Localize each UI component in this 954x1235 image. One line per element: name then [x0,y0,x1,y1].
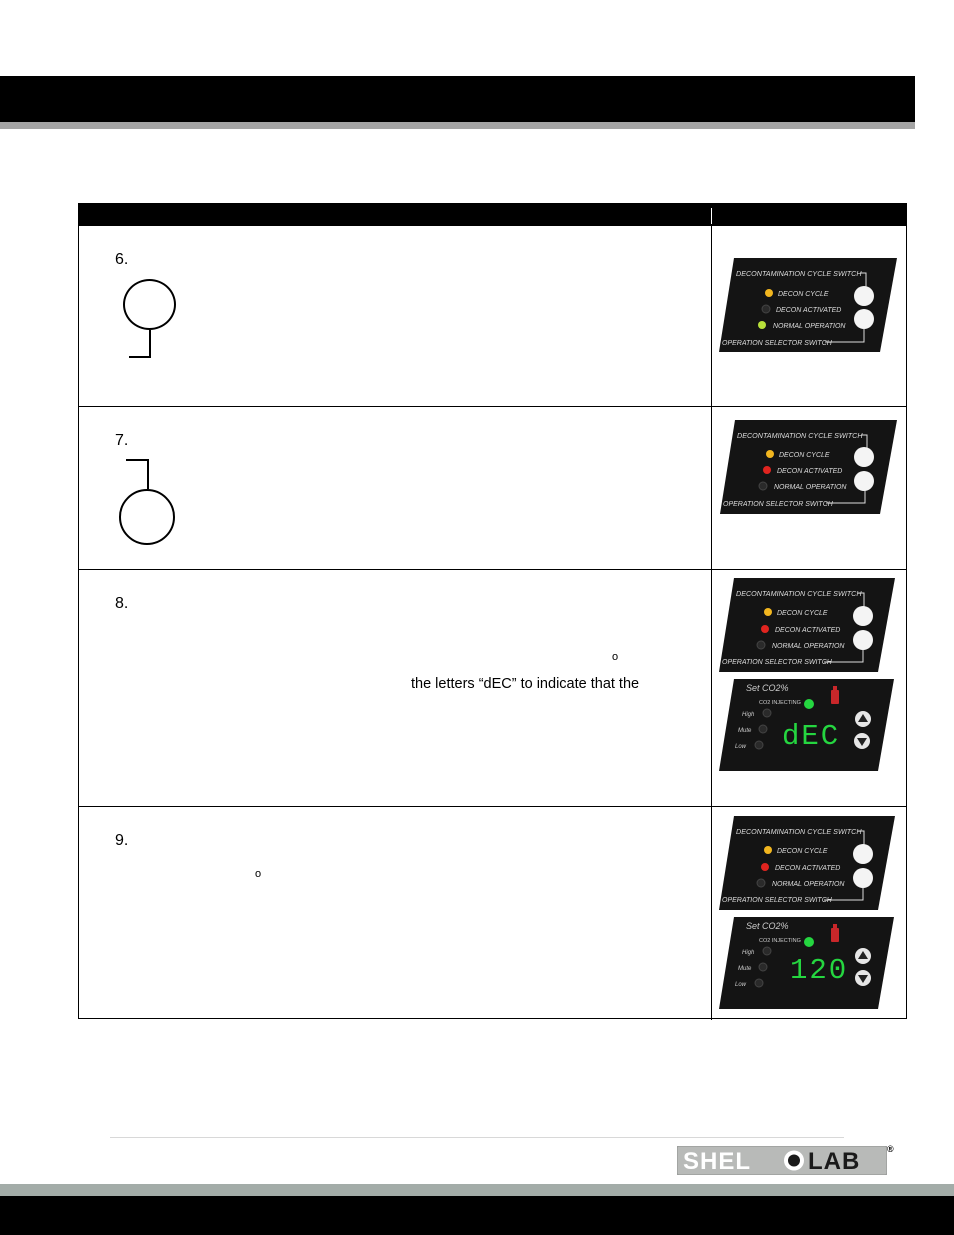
led-decon-cycle [765,289,773,297]
led-decon-cycle [764,846,772,854]
step-text: the letters “dEC” to indicate that the [411,676,640,692]
co2-injecting-led [804,699,814,709]
led-label: DECON CYCLE [779,452,830,459]
operation-selector-button[interactable] [854,471,874,491]
co2-injecting-label: CO2 INJECTING [759,700,801,706]
decon-control-panel [718,257,898,353]
led-label: DECON CYCLE [778,291,829,298]
header-divider [711,208,712,224]
leader-line [126,459,149,461]
led-normal-operation [759,482,767,490]
degree-symbol: o [612,651,619,663]
alarm-led-high [763,709,771,717]
leader-line [129,356,151,358]
alarm-label: Mute [738,728,752,734]
knob-diagram-icon [123,279,176,330]
footer-bar [0,1196,954,1235]
decon-cycle-button[interactable] [853,606,873,626]
alarm-led-low [755,979,763,987]
row-divider [79,806,906,807]
leader-line [149,330,151,358]
display-title: Set CO2% [746,921,789,931]
step-number: 6. [115,251,129,268]
selector-label: OPERATION SELECTOR SWITCH [722,659,832,666]
column-divider [711,226,712,1020]
header-bar [0,76,915,122]
co2-display-panel [718,678,896,772]
led-label: NORMAL OPERATION [772,643,845,650]
operation-selector-button[interactable] [854,309,874,329]
co2-injecting-label: CO2 INJECTING [759,938,801,944]
led-label: DECON CYCLE [777,848,828,855]
led-decon-activated [761,863,769,871]
led-label: DECON ACTIVATED [775,865,841,872]
co2-display-panel [718,916,896,1010]
operation-selector-button[interactable] [853,630,873,650]
panel-title: DECONTAMINATION CYCLE SWITCH [737,431,863,440]
led-label: NORMAL OPERATION [773,323,846,330]
led-decon-cycle [766,450,774,458]
leader-line [147,459,149,489]
decon-cycle-button[interactable] [854,286,874,306]
led-decon-activated [763,466,771,474]
led-decon-activated [762,305,770,313]
alarm-led-high [763,947,771,955]
selector-label: OPERATION SELECTOR SWITCH [723,501,833,508]
selector-label: OPERATION SELECTOR SWITCH [722,340,832,347]
gas-cylinder-icon [831,928,839,942]
logo-text-left: SHEL [683,1148,752,1175]
panel-title: DECONTAMINATION CYCLE SWITCH [736,827,862,836]
alarm-label: Mute [738,966,752,972]
decon-cycle-button[interactable] [854,447,874,467]
led-normal-operation [757,879,765,887]
co2-injecting-led [804,937,814,947]
gas-cylinder-icon [831,690,839,704]
led-decon-cycle [764,608,772,616]
alarm-led-mute [759,963,767,971]
row-divider [79,406,906,407]
footer-stripe [0,1184,954,1196]
panel-title: DECONTAMINATION CYCLE SWITCH [736,589,862,598]
led-label: NORMAL OPERATION [774,484,847,491]
table-header [79,204,906,226]
decon-control-panel [719,419,899,515]
alarm-led-low [755,741,763,749]
alarm-label: High [742,950,755,956]
decon-control-panel [718,577,898,673]
shellab-logo [677,1146,887,1175]
led-label: DECON ACTIVATED [775,627,841,634]
led-label: DECON ACTIVATED [776,307,842,314]
alarm-label: High [742,712,755,718]
degree-symbol: o [255,868,262,880]
decon-cycle-button[interactable] [853,844,873,864]
display-title: Set CO2% [746,683,789,693]
led-label: DECON CYCLE [777,610,828,617]
led-normal-operation [757,641,765,649]
logo-text-right: LAB [808,1148,861,1175]
step-number: 8. [115,595,129,612]
registered-mark: ® [887,1144,894,1154]
alarm-label: Low [735,744,747,750]
step-number: 9. [115,832,129,849]
led-normal-operation [758,321,766,329]
footer-rule [110,1137,844,1138]
led-decon-activated [761,625,769,633]
row-divider [79,569,906,570]
decon-control-panel [718,815,898,911]
header-stripe [0,122,915,129]
panel-title: DECONTAMINATION CYCLE SWITCH [736,269,862,278]
knob-diagram-icon [119,489,175,545]
step-number: 7. [115,432,129,449]
alarm-label: Low [735,982,747,988]
led-label: DECON ACTIVATED [777,468,843,475]
selector-label: OPERATION SELECTOR SWITCH [722,897,832,904]
operation-selector-button[interactable] [853,868,873,888]
led-label: NORMAL OPERATION [772,881,845,888]
led-readout: 120 [790,954,849,987]
alarm-led-mute [759,725,767,733]
led-readout: dEC [782,720,841,753]
